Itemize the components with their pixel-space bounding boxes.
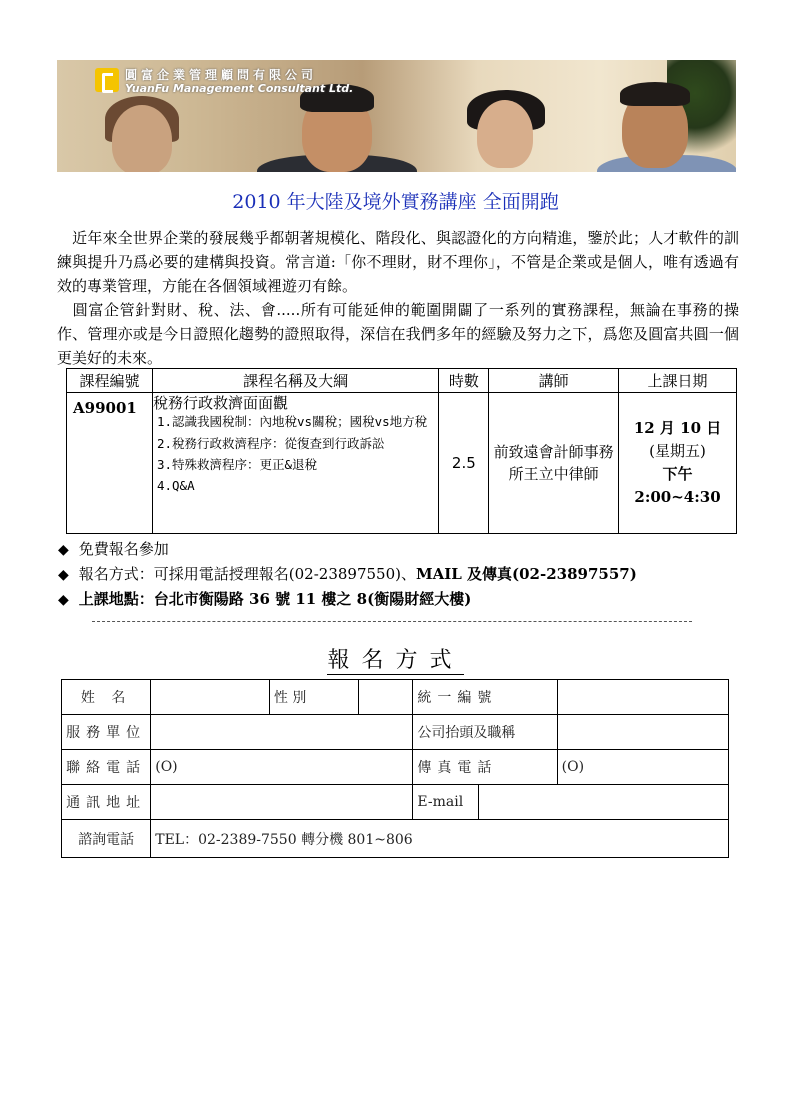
company-field[interactable] xyxy=(151,715,413,750)
col-header-teacher: 講師 xyxy=(489,369,619,393)
form-row-address xyxy=(62,785,729,820)
email-label: E-mail xyxy=(413,785,478,820)
gender-field[interactable] xyxy=(358,680,413,715)
form-row-phone xyxy=(62,750,729,785)
inquiry-value: TEL：02-2389-7550 轉分機 801~806 xyxy=(151,820,729,858)
person-3-face xyxy=(477,100,533,168)
form-row-company xyxy=(62,715,729,750)
date-day: 12 月 10 日 xyxy=(633,419,722,437)
course-table xyxy=(66,368,737,534)
company-logo-icon xyxy=(95,68,119,92)
tax-id-label: 統一編號 xyxy=(413,680,557,715)
phone-label: 聯絡電話 xyxy=(62,750,151,785)
teacher-line-2: 所王立中律師 xyxy=(508,465,599,483)
teacher-line-1: 前致遠會計師事務 xyxy=(493,443,614,461)
outline-item: 1.認識我國稅制：內地稅vs關稅；國稅vs地方稅 xyxy=(156,414,428,429)
phone-field[interactable]: (O) xyxy=(151,750,413,785)
intro-paragraph-1 xyxy=(57,226,739,298)
email-field[interactable] xyxy=(478,785,728,820)
fax-field[interactable]: (O) xyxy=(557,750,728,785)
course-hours: 2.5 xyxy=(439,393,489,534)
form-title xyxy=(0,643,791,674)
company-name-cn: 圓富企業管理顧問有限公司 xyxy=(125,68,318,82)
job-title-field[interactable] xyxy=(557,715,728,750)
bullet-registration-bold: MAIL 及傳真(02-23897557) xyxy=(416,565,637,583)
registration-form xyxy=(61,679,729,858)
bullet-free-text: 免費報名參加 xyxy=(78,540,169,558)
diamond-bullet-icon: ◆ xyxy=(58,542,69,558)
person-4-hair xyxy=(620,82,690,106)
fax-label: 傳真電話 xyxy=(413,750,557,785)
diamond-bullet-icon: ◆ xyxy=(58,567,69,583)
outline-item: 4.Q&A xyxy=(156,478,195,493)
diamond-bullet-icon: ◆ xyxy=(58,592,69,608)
bullet-location xyxy=(58,587,637,612)
page-headline: 2010 年大陸及境外實務講座 全面開跑 xyxy=(232,191,559,213)
course-date xyxy=(619,393,737,534)
course-row xyxy=(67,393,737,534)
bullet-registration-text: 報名方式：可採用電話授理報名(02-23897550)、 xyxy=(78,565,416,583)
name-label: 姓 名 xyxy=(62,680,151,715)
inquiry-label: 諮詢電話 xyxy=(62,820,151,858)
bullet-registration xyxy=(58,562,637,587)
col-header-code: 課程編號 xyxy=(67,369,153,393)
address-field[interactable] xyxy=(151,785,413,820)
date-weekday: (星期五) xyxy=(649,442,706,460)
form-row-name xyxy=(62,680,729,715)
intro-paragraph-1-text: 近年來全世界企業的發展幾乎都朝著規模化、階段化、與認證化的方向精進，鑒於此；人才軟件的訓練與提升乃爲必要的建構與投資。常言道:「你不理財，財不理你」，不管是企業或是個人，唯有透過有效的專業管理，方能在各個領域裡遊刃有餘。 xyxy=(57,229,739,295)
company-name-en: YuanFu Management Consultant Ltd. xyxy=(125,82,354,95)
bullet-free xyxy=(58,537,637,562)
intro-paragraph-2 xyxy=(57,298,739,370)
info-bullets xyxy=(58,537,637,612)
course-code: A99001 xyxy=(67,393,153,534)
name-field[interactable] xyxy=(151,680,270,715)
course-title: 稅務行政救濟面面觀 xyxy=(152,394,288,412)
intro-paragraph-2-text: 圓富企管針對財、稅、法、會.....所有可能延伸的範圍開闢了一系列的實務課程，無論在事務的操作、管理亦或是今日證照化趨勢的證照取得，深信在我們多年的經驗及努力之下，爲您及圓富共圓一個更美好的未來。 xyxy=(57,301,739,367)
outline-item: 2.稅務行政救濟程序：從復查到行政訴訟 xyxy=(156,436,385,451)
outline-item: 3.特殊救濟程序：更正&退稅 xyxy=(156,457,318,472)
gender-label: 性 別 xyxy=(269,680,358,715)
dashed-divider xyxy=(92,621,692,622)
course-teacher xyxy=(489,393,619,534)
bullet-location-text: 台北市衡陽路 36 號 11 樓之 8(衡陽財經大樓) xyxy=(153,590,472,608)
col-header-date: 上課日期 xyxy=(619,369,737,393)
course-outline xyxy=(152,393,438,534)
bullet-location-label: 上課地點： xyxy=(78,590,154,608)
company-label: 服務單位 xyxy=(62,715,151,750)
tax-id-field[interactable] xyxy=(557,680,728,715)
job-title-label: 公司抬頭及職稱 xyxy=(413,715,557,750)
address-label: 通訊地址 xyxy=(62,785,151,820)
date-time: 下午 2:00~4:30 xyxy=(634,465,721,506)
col-header-hours: 時數 xyxy=(439,369,489,393)
form-title-text: 報名方式 xyxy=(327,648,464,673)
col-header-title: 課程名稱及大綱 xyxy=(152,369,438,393)
course-table-header xyxy=(67,369,737,393)
person-1-face xyxy=(112,105,172,172)
form-row-inquiry xyxy=(62,820,729,858)
header-banner-photo xyxy=(57,60,736,172)
